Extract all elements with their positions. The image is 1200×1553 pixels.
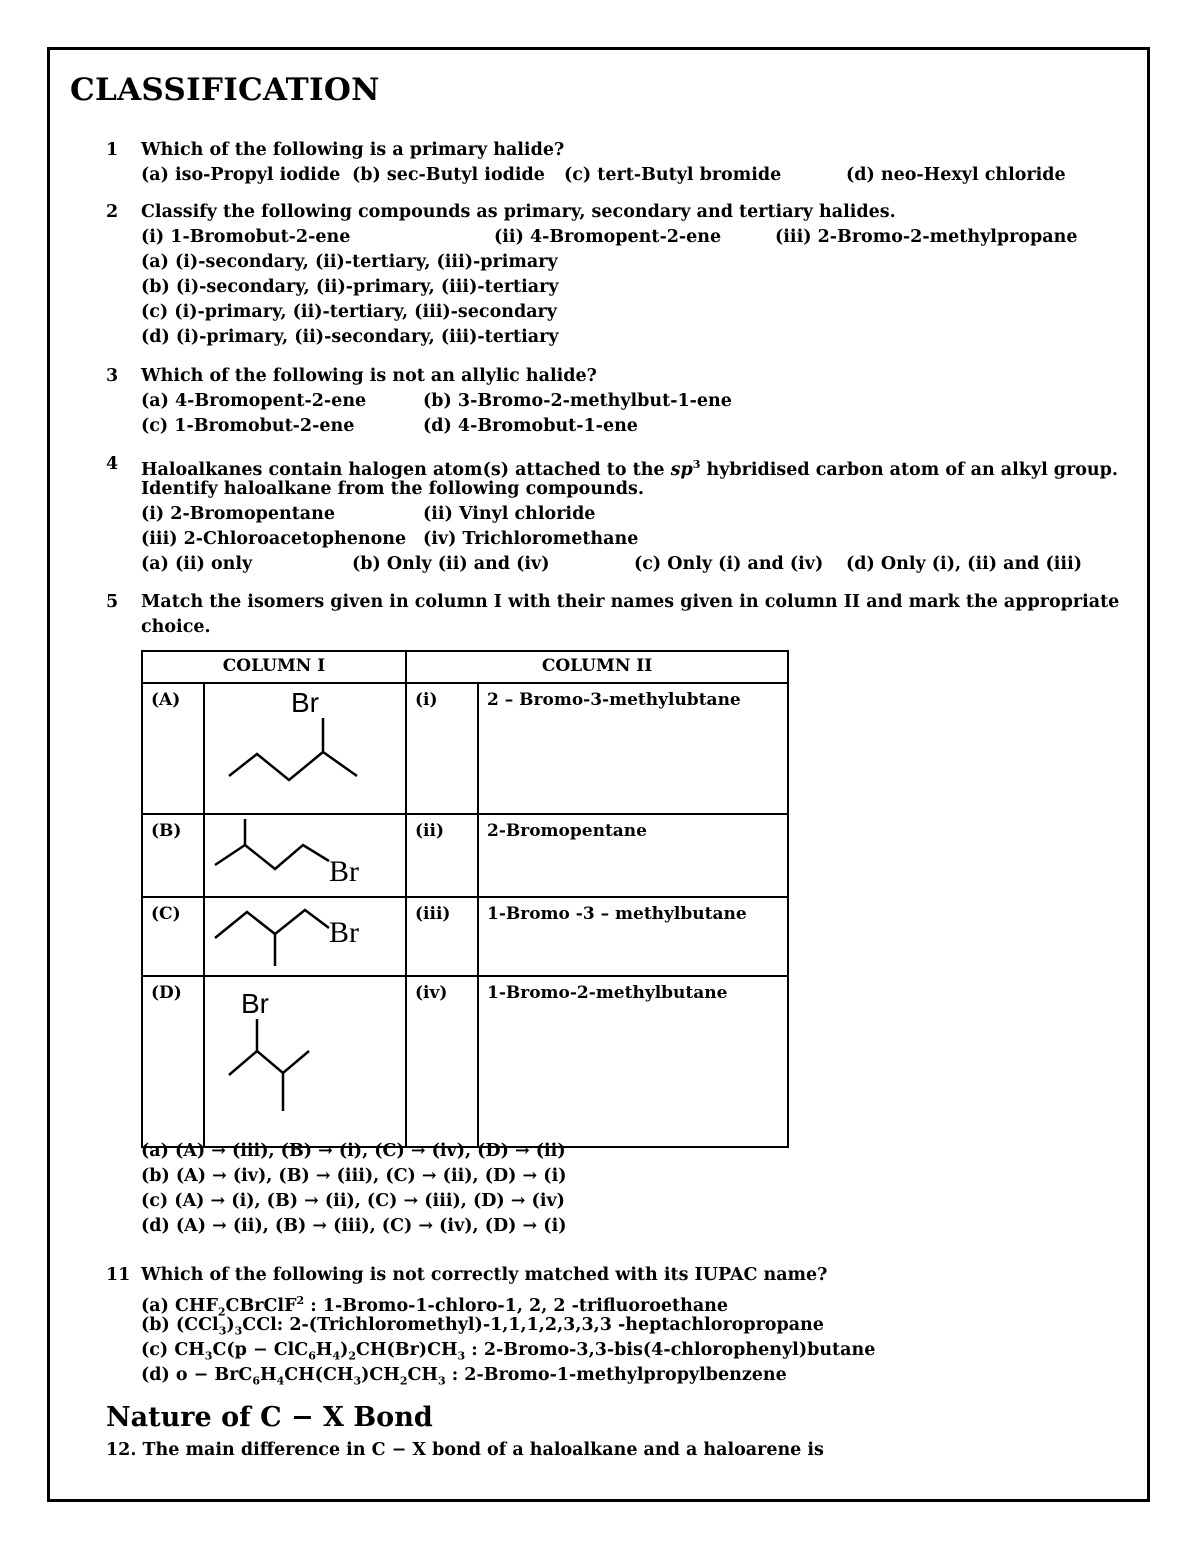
subscript: 2 <box>348 1349 357 1363</box>
compounds-row <box>141 502 1146 527</box>
option-label: (d) <box>141 1365 170 1385</box>
question-11 <box>106 1263 1146 1388</box>
row-name: 2-Bromopentane <box>478 814 788 897</box>
row-roman: (ii) <box>406 814 478 897</box>
subscript: 4 <box>276 1374 285 1388</box>
option-a[interactable]: (a) (A) → (iii), (B) → (i), (C) → (iv), (D) → (ii) <box>141 1141 566 1161</box>
row-roman: (iv) <box>406 976 478 1147</box>
question-number: 5 <box>106 592 119 612</box>
compound-i: (i) 1-Bromobut-2-ene <box>141 227 351 247</box>
column-i-header: COLUMN I <box>142 651 406 683</box>
option-label: (b) <box>141 1315 170 1335</box>
question-text <box>141 452 1146 480</box>
question-3 <box>106 364 1106 439</box>
bromine-label: Br <box>329 855 359 888</box>
formula-part: CH <box>174 1340 205 1360</box>
formula-part: C(p − ClC <box>212 1340 309 1360</box>
subscript: 3 <box>457 1349 466 1363</box>
row-name: 1-Bromo -3 – methylbutane <box>478 897 788 976</box>
option-b[interactable]: (b) (i)-secondary, (ii)-primary, (iii)-tertiary <box>141 277 559 297</box>
row-name: 1-Bromo-2-methylbutane <box>478 976 788 1147</box>
row-label: (A) <box>142 683 204 814</box>
question-text: Which of the following is a primary halide? <box>141 140 565 160</box>
options-row <box>141 552 1146 577</box>
question-number: 1 <box>106 140 119 160</box>
formula-part: CCl <box>242 1315 277 1335</box>
formula-part: CH <box>407 1365 438 1385</box>
compound-iii: (iii) 2-Bromo-2-methylpropane <box>775 227 1078 247</box>
option-c[interactable]: (c) (A) → (i), (B) → (ii), (C) → (iii), (D) → (iv) <box>141 1191 565 1211</box>
question-text-2: choice. <box>141 617 211 637</box>
row-roman: (i) <box>406 683 478 814</box>
option-a[interactable]: (a) (i)-secondary, (ii)-tertiary, (iii)-primary <box>141 252 558 272</box>
formula-part: )CH <box>361 1365 400 1385</box>
formula-part: CBrClF <box>225 1295 297 1316</box>
subscript: 3 <box>437 1374 446 1388</box>
option-d[interactable]: (d) (A) → (ii), (B) → (iii), (C) → (iv), (D) → (i) <box>141 1216 567 1236</box>
subscript: 6 <box>308 1349 316 1363</box>
structure-a-drawing <box>205 684 405 808</box>
compounds-row <box>141 527 1146 552</box>
sp-superscript: 3 <box>692 458 701 471</box>
options-row <box>141 389 1106 414</box>
option-c[interactable]: (c) Only (i) and (iv) <box>634 554 824 574</box>
structure-b <box>204 814 406 897</box>
option-a[interactable] <box>141 1288 1146 1319</box>
subscript: 3 <box>204 1349 213 1363</box>
row-label: (B) <box>142 814 204 897</box>
structure-a <box>204 683 406 814</box>
compound-i: (i) 2-Bromopentane <box>141 504 335 524</box>
iupac-name: : 2-(Trichloromethyl)-1,1,1,2,3,3,3 -heptachloropropane <box>276 1315 824 1335</box>
table-row <box>142 976 788 1147</box>
question-number: 4 <box>106 454 119 474</box>
question-number: 3 <box>106 366 119 386</box>
structure-c-drawing <box>205 898 405 970</box>
formula-part: H <box>315 1340 333 1360</box>
compound-iv: (iv) Trichloromethane <box>423 529 639 549</box>
question-number: 2 <box>106 202 119 222</box>
bromine-label: Br <box>329 916 359 949</box>
table-header-row <box>142 651 788 683</box>
carbon-chain <box>229 1051 309 1075</box>
structure-d-drawing <box>205 977 405 1141</box>
option-c[interactable] <box>141 1338 1146 1363</box>
table-row <box>142 814 788 897</box>
option-d[interactable]: (d) neo-Hexyl chloride <box>846 165 1066 185</box>
subscript: 6 <box>252 1374 261 1388</box>
option-a[interactable]: (a) iso-Propyl iodide <box>141 165 341 185</box>
compound-ii: (ii) 4-Bromopent-2-ene <box>494 227 722 247</box>
question-text-post: hybridised carbon atom of an alkyl group. <box>706 459 1118 480</box>
compound-iii: (iii) 2-Chloroacetophenone <box>141 529 407 549</box>
carbon-chain <box>215 910 329 938</box>
option-a[interactable]: (a) 4-Bromopent-2-ene <box>141 391 367 411</box>
options-row <box>141 163 1106 188</box>
option-label: (c) <box>141 1340 169 1360</box>
row-label: (C) <box>142 897 204 976</box>
question-text: Which of the following is not an allylic halide? <box>141 366 597 386</box>
option-d[interactable]: (d) 4-Bromobut-1-ene <box>423 416 638 436</box>
section-heading: Nature of C − X Bond <box>106 1402 433 1433</box>
sp-term: sp <box>670 459 693 480</box>
row-roman: (iii) <box>406 897 478 976</box>
subscript: 2 <box>399 1374 408 1388</box>
question-text: Match the isomers given in column I with their names given in column II and mark the appropriate <box>141 592 1120 612</box>
column-ii-header: COLUMN II <box>406 651 788 683</box>
option-d[interactable]: (d) Only (i), (ii) and (iii) <box>846 554 1083 574</box>
formula-part: CHF <box>175 1295 218 1316</box>
question-5-options <box>106 1139 1106 1239</box>
option-label: (a) <box>141 1295 169 1316</box>
option-d[interactable]: (d) (i)-primary, (ii)-secondary, (iii)-tertiary <box>141 327 559 347</box>
option-b[interactable]: (b) 3-Bromo-2-methylbut-1-ene <box>423 391 732 411</box>
page-title: CLASSIFICATION <box>70 72 380 108</box>
formula-part: ) <box>340 1340 349 1360</box>
superscript: 2 <box>296 1294 305 1307</box>
question-2 <box>106 200 1106 350</box>
option-b[interactable]: (b) Only (ii) and (iv) <box>352 554 550 574</box>
match-table <box>141 650 789 1148</box>
subscript: 2 <box>217 1305 226 1319</box>
option-a[interactable]: (a) (ii) only <box>141 554 253 574</box>
formula-part: ) <box>226 1315 235 1335</box>
formula-part: (CCl <box>175 1315 219 1335</box>
row-name: 2 – Bromo-3-methylubtane <box>478 683 788 814</box>
question-4 <box>106 452 1146 577</box>
option-c[interactable]: (c) (i)-primary, (ii)-tertiary, (iii)-secondary <box>141 302 557 322</box>
option-c[interactable]: (c) 1-Bromobut-2-ene <box>141 416 355 436</box>
table-row <box>142 683 788 814</box>
carbon-chain <box>215 845 329 869</box>
question-1 <box>106 138 1106 188</box>
subscript: 3 <box>218 1324 227 1338</box>
formula-part: o − BrC <box>175 1365 253 1385</box>
table-row <box>142 897 788 976</box>
formula-part: CH(Br)CH <box>356 1340 458 1360</box>
iupac-name: : 2-Bromo-1-methylpropylbenzene <box>451 1365 787 1385</box>
iupac-name: : 2-Bromo-3,3-bis(4-chlorophenyl)butane <box>471 1340 876 1360</box>
iupac-name: : 1-Bromo-1-chloro-1, 2, 2 -trifluoroethane <box>310 1295 729 1316</box>
structure-b-drawing <box>205 815 405 891</box>
question-5 <box>106 590 1146 640</box>
option-b[interactable]: (b) sec-Butyl iodide <box>352 165 545 185</box>
bromine-label: Br <box>291 687 319 718</box>
bromine-label: Br <box>241 988 269 1019</box>
subscript: 4 <box>332 1349 341 1363</box>
subscript: 3 <box>234 1324 243 1338</box>
options-row <box>141 414 1106 439</box>
formula-part: CH(CH <box>284 1365 354 1385</box>
carbon-chain <box>229 752 357 780</box>
question-text-2: Identify haloalkane from the following compounds. <box>141 479 644 499</box>
structure-d <box>204 976 406 1147</box>
compound-ii: (ii) Vinyl chloride <box>423 504 596 524</box>
option-d[interactable] <box>141 1363 1146 1388</box>
option-b[interactable] <box>141 1313 1146 1338</box>
option-b[interactable]: (b) (A) → (iv), (B) → (iii), (C) → (ii), (D) → (i) <box>141 1166 567 1186</box>
question-12: 12. The main difference in C − X bond of a haloalkane and a haloarene is <box>106 1440 824 1460</box>
question-text-pre: Haloalkanes contain halogen atom(s) attached to the <box>141 459 665 480</box>
question-text: Which of the following is not correctly matched with its IUPAC name? <box>141 1265 828 1285</box>
structure-c <box>204 897 406 976</box>
question-text: Classify the following compounds as primary, secondary and tertiary halides. <box>141 202 896 222</box>
formula-part: H <box>260 1365 277 1385</box>
option-c[interactable]: (c) tert-Butyl bromide <box>564 165 782 185</box>
subscript: 3 <box>353 1374 362 1388</box>
row-label: (D) <box>142 976 204 1147</box>
question-number: 11 <box>106 1265 131 1285</box>
compounds-row <box>141 225 1106 250</box>
